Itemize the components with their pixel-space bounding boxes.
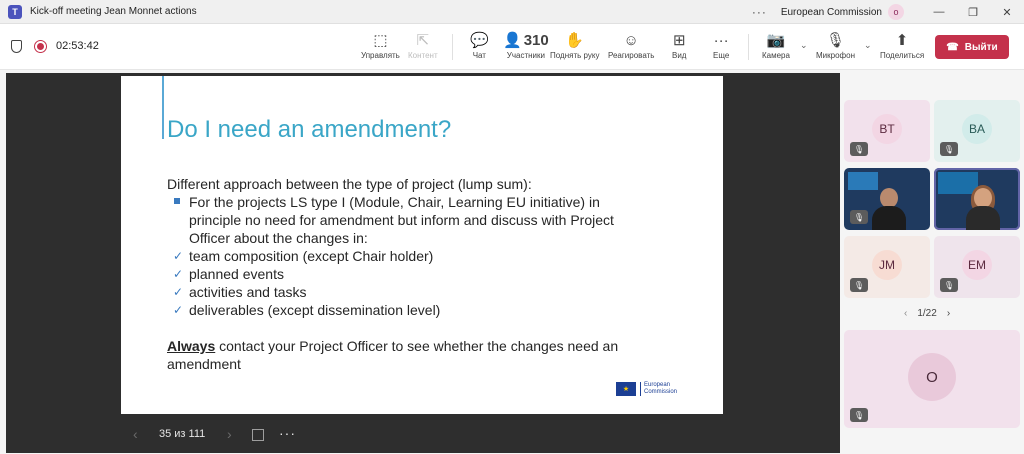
microphone-button[interactable] — [816, 29, 855, 67]
slide-accent-bar — [162, 76, 164, 139]
people-icon: 👤 — [503, 32, 522, 49]
participant-tile[interactable] — [934, 100, 1020, 162]
phone-hangup-icon: ☎ — [946, 41, 959, 53]
self-avatar: O — [908, 353, 956, 401]
security-shield-icon[interactable] — [11, 40, 22, 53]
view-button[interactable] — [672, 29, 686, 67]
pager-prev-icon[interactable]: ‹ — [904, 308, 908, 319]
closing-text: contact your Project Officer to see whether the changes need an — [215, 338, 619, 354]
toolbar-divider — [452, 34, 453, 60]
participants-count: 310 — [523, 31, 549, 49]
leave-button[interactable] — [935, 35, 1009, 59]
mic-muted-icon: 🎙 — [850, 408, 868, 422]
content-button[interactable] — [408, 29, 438, 67]
slide-intro: Different approach between the type of project (lump sum): — [167, 176, 532, 192]
more-label: Еще — [713, 51, 730, 60]
check-icon: ✓ — [173, 285, 184, 299]
pager-count: 1/22 — [917, 308, 937, 319]
account-avatar[interactable]: o — [888, 4, 904, 20]
check-text: planned events — [189, 266, 284, 282]
mic-muted-icon: 🎙 — [940, 278, 958, 292]
mic-muted-icon: 🎙 — [850, 210, 868, 224]
meeting-timer: 02:53:42 — [56, 40, 99, 52]
view-label: Вид — [672, 51, 687, 60]
participant-avatar: JM — [872, 250, 902, 280]
slide-more-icon[interactable]: ··· — [279, 425, 296, 441]
previous-slide-icon[interactable]: ‹ — [133, 426, 138, 442]
participant-avatar: EM — [962, 250, 992, 280]
control-button[interactable] — [361, 29, 400, 67]
check-item — [167, 301, 687, 319]
camera-options-chevron-icon[interactable]: ⌄ — [800, 40, 808, 50]
closing-line-1 — [167, 337, 687, 355]
share-icon: ⇱ — [416, 32, 430, 49]
camera-label: Камера — [762, 51, 790, 60]
bullet-line-2: principle no need for amendment but inform and discuss with Project — [189, 212, 614, 228]
participant-avatar: BT — [872, 114, 902, 144]
participant-video-person — [966, 184, 1000, 230]
self-view-tile[interactable] — [844, 330, 1020, 428]
title-bar — [0, 0, 1024, 24]
check-text: team composition (except Chair holder) — [189, 248, 434, 264]
control-icon: ⬚ — [373, 32, 388, 49]
meeting-toolbar — [0, 24, 1024, 70]
mic-muted-icon: 🎙 — [850, 278, 868, 292]
share-tray-button[interactable] — [880, 29, 924, 67]
slide-page-count: 35 из 111 — [159, 428, 206, 440]
european-commission-logo — [616, 382, 677, 396]
check-text: deliverables (except dissemination level) — [189, 302, 441, 318]
slide-grid-icon[interactable] — [252, 429, 264, 441]
closing-line-2: amendment — [167, 356, 241, 372]
slide-title: Do I need an amendment? — [167, 116, 452, 143]
participant-video-person — [872, 184, 906, 230]
window-title: Kick-off meeting Jean Monnet actions — [30, 6, 197, 17]
more-icon: ··· — [713, 31, 729, 49]
slide-body — [167, 175, 687, 373]
logo-text-line-2: Commission — [644, 389, 678, 395]
view-icon: ⊞ — [672, 32, 686, 49]
check-item — [167, 265, 687, 283]
check-text: activities and tasks — [189, 284, 307, 300]
raise-hand-label: Поднять руку — [550, 51, 600, 60]
hand-icon: ✋ — [565, 32, 585, 49]
check-icon: ✓ — [173, 249, 184, 263]
organization-name[interactable]: European Commission — [780, 6, 882, 18]
square-bullet-item — [167, 193, 687, 247]
content-label: Контент — [408, 51, 438, 60]
raise-hand-button[interactable] — [550, 29, 599, 67]
square-bullet-icon — [174, 198, 180, 204]
check-icon: ✓ — [173, 303, 184, 317]
always-emphasis: Always — [167, 338, 216, 354]
share-tray-label: Поделиться — [880, 51, 925, 60]
react-button[interactable] — [608, 29, 654, 67]
participant-tile[interactable] — [844, 236, 930, 298]
teams-app-icon: T — [8, 5, 22, 19]
share-tray-icon: ⬆ — [895, 32, 909, 49]
shared-content-stage — [6, 73, 840, 453]
recording-icon — [34, 40, 47, 53]
camera-button[interactable] — [762, 29, 790, 67]
minimize-button[interactable]: — — [933, 6, 945, 18]
camera-off-icon: 📷 — [766, 32, 786, 49]
eu-flag-icon: ★ — [616, 382, 636, 396]
chat-button[interactable] — [470, 29, 489, 67]
logo-text-line-1: European — [644, 382, 671, 388]
next-slide-icon[interactable]: › — [227, 426, 232, 442]
microphone-options-chevron-icon[interactable]: ⌄ — [864, 40, 872, 50]
toolbar-divider — [748, 34, 749, 60]
emoji-icon: ☺ — [623, 31, 639, 49]
participant-video-tile[interactable] — [844, 168, 930, 230]
maximize-button[interactable]: ❐ — [968, 6, 978, 19]
react-label: Реагировать — [608, 51, 655, 60]
chat-label: Чат — [472, 51, 486, 60]
microphone-label: Микрофон — [816, 51, 855, 60]
mic-muted-icon: 🎙 — [940, 142, 958, 156]
participant-tile[interactable] — [934, 236, 1020, 298]
bullet-line-1: For the projects LS type I (Module, Chair, Learning EU initiative) in — [189, 194, 600, 210]
more-button[interactable] — [713, 29, 729, 67]
chat-icon: 💬 — [470, 32, 489, 49]
check-item — [167, 283, 687, 301]
check-icon: ✓ — [173, 267, 184, 281]
participants-gallery — [840, 73, 1024, 454]
pager-next-icon[interactable]: › — [946, 308, 951, 319]
participants-button[interactable] — [503, 29, 549, 67]
more-options-icon[interactable]: ··· — [751, 5, 767, 19]
presentation-slide — [121, 76, 723, 414]
control-label: Управлять — [361, 51, 400, 60]
bullet-line-3: Officer about the changes in: — [189, 230, 368, 246]
mic-off-icon: 🎙 — [825, 32, 846, 49]
participant-tile[interactable] — [844, 100, 930, 162]
close-window-button[interactable]: ✕ — [1002, 6, 1012, 19]
participant-video-tile[interactable] — [934, 168, 1020, 230]
leave-label: Выйти — [964, 41, 998, 53]
check-item — [167, 247, 687, 265]
slide-navigation — [6, 423, 840, 447]
participants-label: Участники — [506, 51, 545, 60]
gallery-pager — [904, 308, 950, 319]
mic-muted-icon: 🎙 — [850, 142, 868, 156]
participant-avatar: BA — [962, 114, 992, 144]
